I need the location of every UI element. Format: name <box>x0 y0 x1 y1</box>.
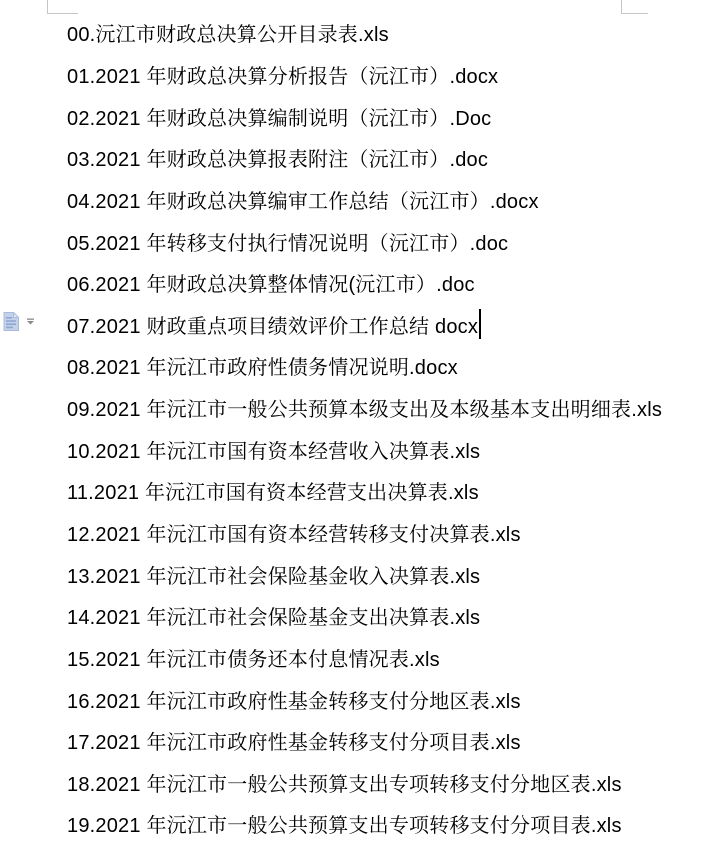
file-line[interactable] <box>0 803 715 845</box>
file-line-text: 15.2021 年沅江市债务还本付息情况表.xls <box>67 648 440 671</box>
text-cursor <box>479 309 481 339</box>
file-line[interactable] <box>0 553 715 595</box>
file-line[interactable] <box>0 637 715 679</box>
file-line[interactable] <box>0 345 715 387</box>
file-line[interactable] <box>0 12 715 54</box>
file-line-text: 04.2021 年财政总决算编审工作总结（沅江市）.docx <box>67 190 539 213</box>
file-line-text: 11.2021 年沅江市国有资本经营支出决算表.xls <box>67 482 479 505</box>
file-line[interactable] <box>0 95 715 137</box>
file-line[interactable] <box>0 387 715 429</box>
file-line-text: 10.2021 年沅江市国有资本经营收入决算表.xls <box>67 440 481 463</box>
file-line[interactable] <box>0 720 715 762</box>
file-list <box>0 12 715 845</box>
file-line-text: 18.2021 年沅江市一般公共预算支出专项转移支付分地区表.xls <box>67 773 622 796</box>
file-line[interactable] <box>0 303 715 345</box>
file-line-text: 05.2021 年转移支付执行情况说明（沅江市）.doc <box>67 232 509 255</box>
file-line[interactable] <box>0 179 715 221</box>
file-line-text: 09.2021 年沅江市一般公共预算本级支出及本级基本支出明细表.xls <box>67 399 663 422</box>
file-line-text: 03.2021 年财政总决算报表附注（沅江市）.doc <box>67 149 489 172</box>
file-line[interactable] <box>0 54 715 96</box>
file-line-text: 02.2021 年财政总决算编制说明（沅江市）.Doc <box>67 107 492 130</box>
file-line[interactable] <box>0 470 715 512</box>
file-line[interactable] <box>0 220 715 262</box>
file-line[interactable] <box>0 137 715 179</box>
file-line-text: 07.2021 财政重点项目绩效评价工作总结 docx <box>67 315 479 338</box>
file-line-text: 12.2021 年沅江市国有资本经营转移支付决算表.xls <box>67 524 521 546</box>
file-line[interactable] <box>0 595 715 637</box>
file-line[interactable] <box>0 428 715 470</box>
file-line[interactable] <box>0 512 715 554</box>
file-line[interactable] <box>0 262 715 304</box>
file-line-text: 01.2021 年财政总决算分析报告（沅江市）.docx <box>67 65 499 88</box>
file-line-text: 13.2021 年沅江市社会保险基金收入决算表.xls <box>67 565 481 588</box>
file-line-text: 14.2021 年沅江市社会保险基金支出决算表.xls <box>67 607 481 630</box>
file-line[interactable] <box>0 762 715 804</box>
file-line-text: 08.2021 年沅江市政府性债务情况说明.docx <box>67 357 458 380</box>
file-line-text: 19.2021 年沅江市一般公共预算支出专项转移支付分项目表.xls <box>67 815 622 838</box>
file-line-text: 16.2021 年沅江市政府性基金转移支付分地区表.xls <box>67 690 521 713</box>
file-line[interactable] <box>0 678 715 720</box>
file-line-text: 06.2021 年财政总决算整体情况(沅江市）.doc <box>67 274 475 297</box>
file-line-text: 17.2021 年沅江市政府性基金转移支付分项目表.xls <box>67 732 521 755</box>
file-line-text: 00.沅江市财政总决算公开目录表.xls <box>67 24 389 47</box>
